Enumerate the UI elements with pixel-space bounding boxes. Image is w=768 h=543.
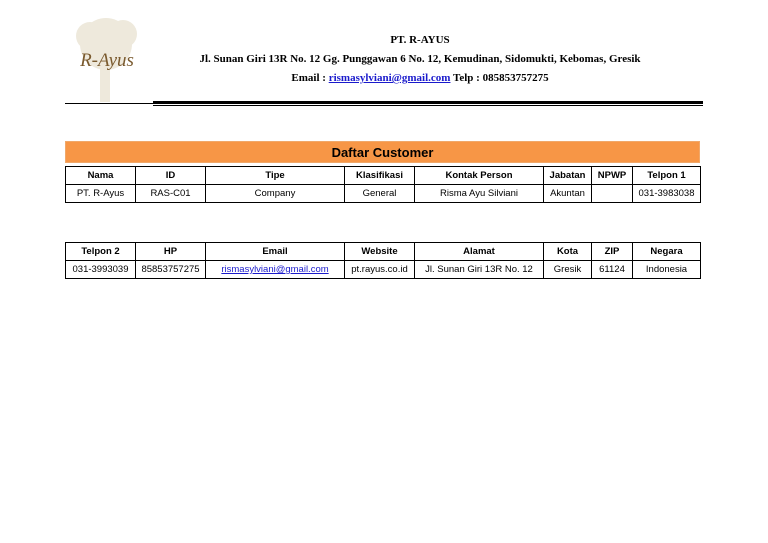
col-header: Telpon 1 (633, 167, 701, 185)
cell-telpon-1: 031-3983038 (633, 185, 701, 203)
customer-table-1 (65, 166, 701, 203)
email-link[interactable]: rismasylviani@gmail.com (328, 72, 451, 84)
cell-telpon-2: 031-3993039 (66, 261, 136, 279)
cell-alamat: Jl. Sunan Giri 13R No. 12 (415, 261, 544, 279)
company-logo (60, 4, 154, 102)
company-address: Jl. Sunan Giri 13R No. 12 Gg. Punggawan 6 No. 12, Kemudinan, Sidomukti, Kebomas, Gresik (199, 53, 641, 65)
col-header: Negara (633, 243, 701, 261)
email-label: Email : (291, 72, 329, 84)
cell-hp: 85853757275 (136, 261, 206, 279)
company-name: PT. R-AYUS (390, 34, 450, 46)
col-header: Kontak Person (415, 167, 544, 185)
cell-zip: 61124 (592, 261, 633, 279)
cell-kontak-person: Risma Ayu Silviani (415, 185, 544, 203)
cell-tipe: Company (206, 185, 345, 203)
customer-table-2 (65, 242, 701, 279)
col-header: Jabatan (544, 167, 592, 185)
col-header: Kota (544, 243, 592, 261)
phone-label: Telp : (450, 72, 483, 84)
col-header: HP (136, 243, 206, 261)
col-header: Telpon 2 (66, 243, 136, 261)
email-link[interactable]: rismasylviani@gmail.com (221, 264, 329, 275)
table-row (66, 185, 701, 203)
cell-nama: PT. R-Ayus (66, 185, 136, 203)
col-header: Klasifikasi (345, 167, 415, 185)
letterhead (160, 31, 680, 88)
col-header: ZIP (592, 243, 633, 261)
col-header: Alamat (415, 243, 544, 261)
col-header: Nama (66, 167, 136, 185)
phone-number: 085853757275 (482, 72, 549, 84)
cell-negara: Indonesia (633, 261, 701, 279)
cell-npwp (592, 185, 633, 203)
col-header: Email (206, 243, 345, 261)
table-row (66, 261, 701, 279)
contact-line (160, 69, 680, 88)
header-rule-left (65, 103, 153, 104)
col-header: Tipe (206, 167, 345, 185)
cell-email (206, 261, 345, 279)
header-rule-thin (153, 105, 703, 106)
table-header-row (66, 167, 701, 185)
cell-id: RAS-C01 (136, 185, 206, 203)
col-header: NPWP (592, 167, 633, 185)
logo-text: R-Ayus (80, 50, 134, 71)
cell-jabatan: Akuntan (544, 185, 592, 203)
cell-klasifikasi: General (345, 185, 415, 203)
cell-website: pt.rayus.co.id (345, 261, 415, 279)
cell-kota: Gresik (544, 261, 592, 279)
col-header: Website (345, 243, 415, 261)
header-rule-thick (153, 101, 703, 104)
table-header-row (66, 243, 701, 261)
table-title: Daftar Customer (65, 141, 700, 163)
col-header: ID (136, 167, 206, 185)
